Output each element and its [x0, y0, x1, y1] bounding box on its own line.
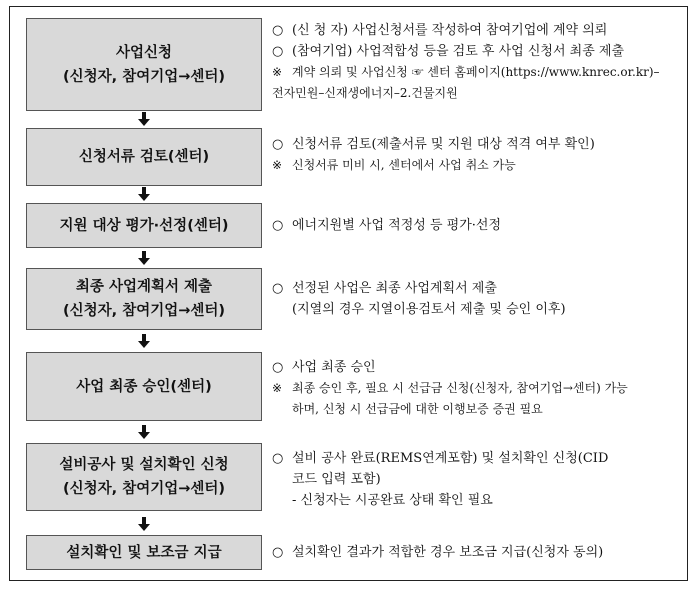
description-line: (지열의 경우 지열이용검토서 제출 및 승인 이후): [292, 302, 566, 317]
step-title: 지원 대상 평가·선정(센터): [59, 217, 229, 234]
description-line: 설비 공사 완료(REMS연계포함) 및 설치확인 신청(CID: [292, 451, 609, 466]
note-mark: ※: [272, 65, 283, 79]
down-arrow-icon: [138, 250, 150, 266]
step-subsidy-payment: [26, 535, 262, 570]
note-mark: ※: [272, 158, 283, 172]
description-final-plan-submission: [272, 278, 690, 320]
down-arrow-icon: [138, 333, 150, 349]
step-subtitle: (신청자, 참여기업→센터): [62, 68, 226, 85]
down-arrow-icon: [138, 516, 150, 532]
step-installation-request: [26, 443, 262, 511]
step-title: 설치확인 및 보조금 지급: [66, 544, 222, 561]
description-line: 사업 최종 승인: [292, 360, 376, 375]
note-mark: ※: [272, 381, 283, 395]
description-document-review: [272, 134, 690, 176]
step-title: 최종 사업계획서 제출: [75, 279, 213, 295]
description-line: (참여기업) 사업적합성 등을 검토 후 사업 신청서 최종 제출: [292, 44, 625, 59]
step-subtitle: (신청자, 참여기업→센터): [62, 303, 226, 319]
step-final-approval: [26, 352, 262, 421]
description-line: 계약 의뢰 및 사업신청 ☞ 센터 홈페이지(https://www.knrec.or.kr)–: [292, 65, 660, 79]
down-arrow-icon: [138, 111, 150, 127]
description-line: (신 청 자) 사업신청서를 작성하여 참여기업에 계약 의뢰: [292, 23, 608, 38]
description-installation-request: [272, 448, 690, 511]
description-subsidy-payment: [272, 542, 690, 563]
bullet-circle: ○: [272, 23, 284, 38]
description-line: 코드 입력 포함): [292, 472, 381, 487]
bullet-circle: ○: [272, 44, 284, 59]
description-application: [272, 20, 690, 104]
bullet-circle: ○: [272, 451, 284, 466]
description-final-approval: [272, 357, 690, 420]
step-subtitle: (신청자, 참여기업→센터): [62, 481, 226, 497]
step-title: 사업 최종 승인(센터): [76, 378, 212, 395]
description-line: 하며, 신청 시 선급금에 대한 이행보증 증권 필요: [292, 402, 543, 416]
description-line: 설치확인 결과가 적합한 경우 보조금 지급(신청자 동의): [292, 545, 604, 560]
down-arrow-icon: [138, 186, 150, 202]
bullet-circle: ○: [272, 218, 284, 233]
description-line: 전자민원–신재생에너지–2.건물지원: [272, 86, 458, 100]
bullet-circle: ○: [272, 281, 284, 296]
bullet-circle: ○: [272, 137, 284, 152]
description-line: 신청서류 미비 시, 센터에서 사업 취소 가능: [292, 158, 516, 172]
bullet-circle: ○: [272, 360, 284, 375]
step-final-plan-submission: [26, 268, 262, 330]
description-line: - 신청자는 시공완료 상태 확인 필요: [292, 493, 493, 508]
bullet-circle: ○: [272, 545, 284, 560]
step-application: [26, 18, 262, 111]
step-title: 설비공사 및 설치확인 신청: [59, 457, 229, 473]
step-evaluation-selection: [26, 203, 262, 248]
down-arrow-icon: [138, 424, 150, 440]
description-line: 선정된 사업은 최종 사업계획서 제출: [292, 281, 497, 296]
step-document-review: [26, 128, 262, 186]
description-line: 최종 승인 후, 필요 시 선급금 신청(신청자, 참여기업→센터) 가능: [292, 381, 628, 395]
description-line: 신청서류 검토(제출서류 및 지원 대상 적격 여부 확인): [292, 137, 595, 152]
step-title: 사업신청: [115, 44, 173, 61]
step-title: 신청서류 검토(센터): [78, 149, 210, 165]
description-evaluation-selection: [272, 215, 690, 236]
description-line: 에너지원별 사업 적정성 등 평가·선정: [292, 218, 502, 233]
